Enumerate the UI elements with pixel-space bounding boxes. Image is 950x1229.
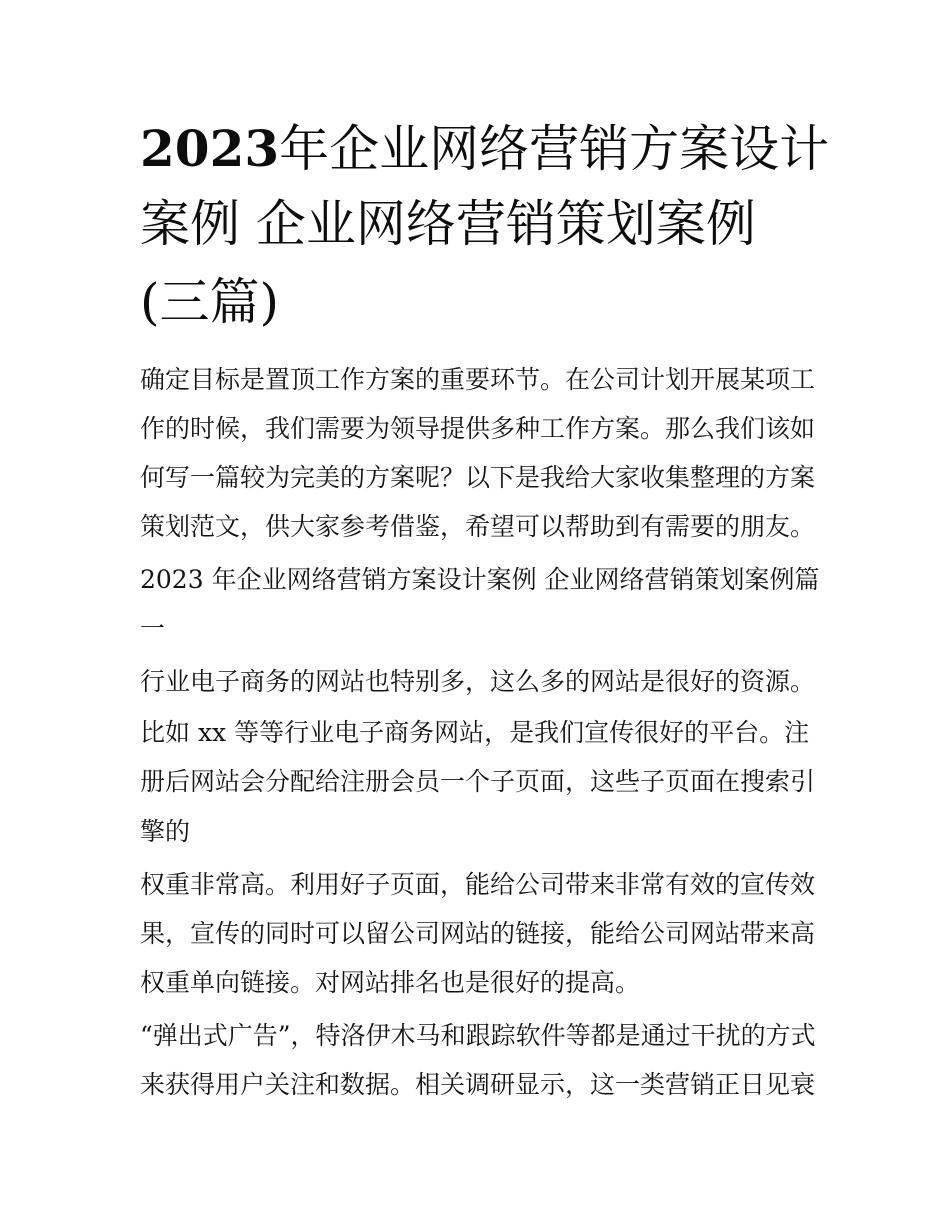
body-line-8: 比如 xx 等等行业电子商务网站，是我们宣传很好的平台。注	[140, 718, 810, 747]
section-heading-line-1: 2023 年企业网络营销方案设计案例 企业网络营销策划案例篇	[140, 565, 820, 594]
body-line-1: 确定目标是置顶工作方案的重要环节。在公司计划开展某项工	[140, 365, 816, 394]
body-line-15: 来获得用户关注和数据。相关调研显示，这一类营销正日见衰	[140, 1070, 816, 1099]
body-line-7: 行业电子商务的网站也特别多，这么多的网站是很好的资源。	[140, 667, 816, 696]
section-heading-line-2: 一	[140, 614, 166, 643]
body-line-2: 作的时候，我们需要为领导提供多种工作方案。那么我们该如	[140, 414, 816, 443]
document-title-line-3: (三篇)	[140, 273, 280, 331]
body-line-9: 册后网站会分配给注册会员一个子页面，这些子页面在搜索引	[140, 767, 816, 796]
body-line-12: 果，宣传的同时可以留公司网站的链接，能给公司网站带来高	[140, 919, 816, 948]
title-year: 2023	[140, 119, 280, 178]
body-line-10: 擎的	[140, 817, 191, 846]
title-line-1-text: 年企业网络营销方案设计	[279, 120, 830, 178]
body-line-3: 何写一篇较为完美的方案呢？以下是我给大家收集整理的方案	[140, 463, 816, 492]
document-title-line-2: 案例 企业网络营销策划案例	[140, 195, 756, 253]
body-line-11: 权重非常高。利用好子页面，能给公司带来非常有效的宣传效	[140, 870, 816, 899]
document-title-line-1	[140, 112, 830, 186]
body-line-14: “弹出式广告”，特洛伊木马和跟踪软件等都是通过干扰的方式	[140, 1021, 816, 1050]
body-line-4: 策划范文，供大家参考借鉴，希望可以帮助到有需要的朋友。	[140, 512, 816, 541]
body-line-13: 权重单向链接。对网站排名也是很好的提高。	[140, 968, 641, 997]
